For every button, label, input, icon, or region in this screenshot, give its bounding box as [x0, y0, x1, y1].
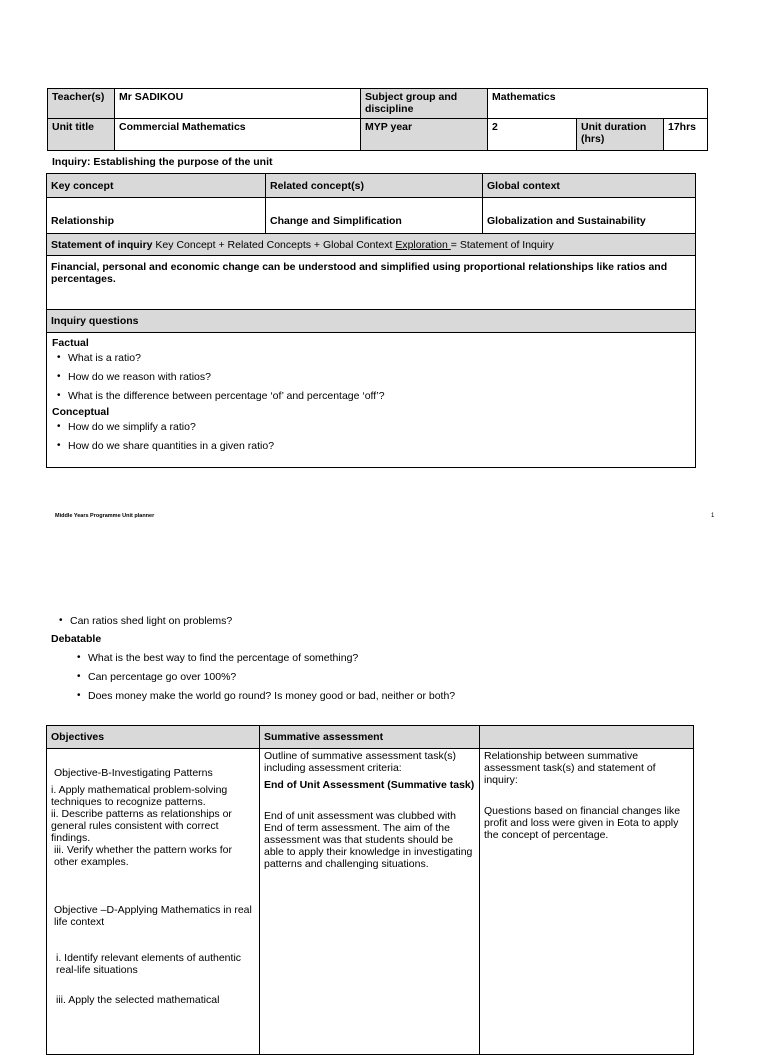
duration-value: 17hrs [664, 119, 708, 151]
assessment-table [46, 725, 694, 1055]
list-item: • How do we simplify a ratio? [52, 421, 690, 433]
list-item: • How do we reason with ratios? [52, 371, 690, 383]
unit-title-label: Unit title [48, 119, 115, 151]
objective-b-1: i. Apply mathematical problem-solving techniques to recognize patterns. [51, 784, 228, 808]
subject-label: Subject group and discipline [361, 89, 488, 119]
end-of-unit-title: End of Unit Assessment (Summative task) [264, 779, 475, 791]
list-item: • Does money make the world go round? Is money good or bad, neither or both? [72, 690, 455, 702]
objective-d-1: i. Identify relevant elements of authentic real-life situations [56, 952, 242, 976]
objective-d-3: iii. Apply the selected mathematical [56, 994, 220, 1006]
conceptual-list [52, 421, 690, 452]
objective-b-title: Objective-B-Investigating Patterns [54, 767, 213, 779]
objective-b-2: ii. Describe patterns as relationships or general rules consistent with correct findings. [51, 808, 232, 844]
soi-formula-link: Exploration [395, 238, 451, 251]
footer-page-number: 1 [711, 513, 715, 519]
outline-label: Outline of summative assessment task(s) including assessment criteria: [264, 750, 456, 774]
unit-header-table [47, 88, 708, 151]
global-context-value: Globalization and Sustainability [483, 198, 696, 234]
list-item: • Can ratios shed light on problems? [54, 615, 232, 627]
objectives-cell [47, 749, 260, 1055]
summative-assessment-label: Summative assessment [260, 726, 480, 749]
debatable-list [72, 652, 455, 702]
summative-header-blank [480, 726, 694, 749]
related-concepts-value: Change and Simplification [266, 198, 483, 234]
related-concepts-label: Related concept(s) [266, 174, 483, 198]
list-item: • What is the best way to find the percentage of something? [72, 652, 455, 664]
statement-of-inquiry-text: Financial, personal and economic change can be understood and simplified using proportional relationships like ratios and percentages. [47, 256, 696, 310]
inquiry-table [46, 173, 696, 468]
teacher-value: Mr SADIKOU [115, 89, 361, 119]
subject-value: Mathematics [488, 89, 708, 119]
soi-formula-post: = Statement of Inquiry [450, 238, 554, 251]
list-item: • How do we share quantities in a given ratio? [52, 440, 690, 452]
list-item: • What is the difference between percentage ‘of’ and percentage ‘off’? [52, 390, 690, 402]
key-concept-value: Relationship [47, 198, 266, 234]
teacher-label: Teacher(s) [48, 89, 115, 119]
relationship-text: Questions based on financial changes like profit and loss were given in Eota to apply the concept of percentage. [484, 805, 681, 841]
objectives-label: Objectives [47, 726, 260, 749]
unit-title-value: Commercial Mathematics [115, 119, 361, 151]
footer-title: Middle Years Programme Unit planner [55, 513, 155, 519]
summative-task-cell [260, 749, 480, 1055]
objective-b-3: iii. Verify whether the pattern works for other examples. [54, 844, 232, 868]
global-context-label: Global context [483, 174, 696, 198]
inquiry-heading: Inquiry: Establishing the purpose of the unit [52, 156, 273, 168]
objective-d-title: Objective –D-Applying Mathematics in real life context [54, 904, 252, 928]
inquiry-questions-cell [47, 333, 696, 468]
soi-label: Statement of inquiry [51, 238, 153, 251]
soi-formula-pre: Key Concept + Related Concepts + Global Context [152, 238, 396, 251]
debatable-label: Debatable [51, 633, 102, 645]
conceptual-label: Conceptual [52, 406, 110, 418]
factual-label: Factual [52, 337, 89, 349]
list-item: • What is a ratio? [52, 352, 690, 364]
relationship-cell [480, 749, 694, 1055]
inquiry-questions-label: Inquiry questions [47, 310, 696, 333]
statement-of-inquiry-header [47, 234, 696, 256]
duration-label: Unit duration (hrs) [577, 119, 664, 151]
myp-year-value: 2 [488, 119, 577, 151]
end-of-unit-text: End of unit assessment was clubbed with End of term assessment. The aim of the assessment was that students should be able to apply their knowledge in investigating patterns and challenging situations. [264, 810, 473, 870]
myp-year-label: MYP year [361, 119, 488, 151]
relationship-label: Relationship between summative assessment task(s) and statement of inquiry: [484, 750, 656, 786]
key-concept-label: Key concept [47, 174, 266, 198]
list-item: • Can percentage go over 100%? [72, 671, 455, 683]
factual-list [52, 352, 690, 402]
conceptual-continued-list [54, 615, 232, 627]
